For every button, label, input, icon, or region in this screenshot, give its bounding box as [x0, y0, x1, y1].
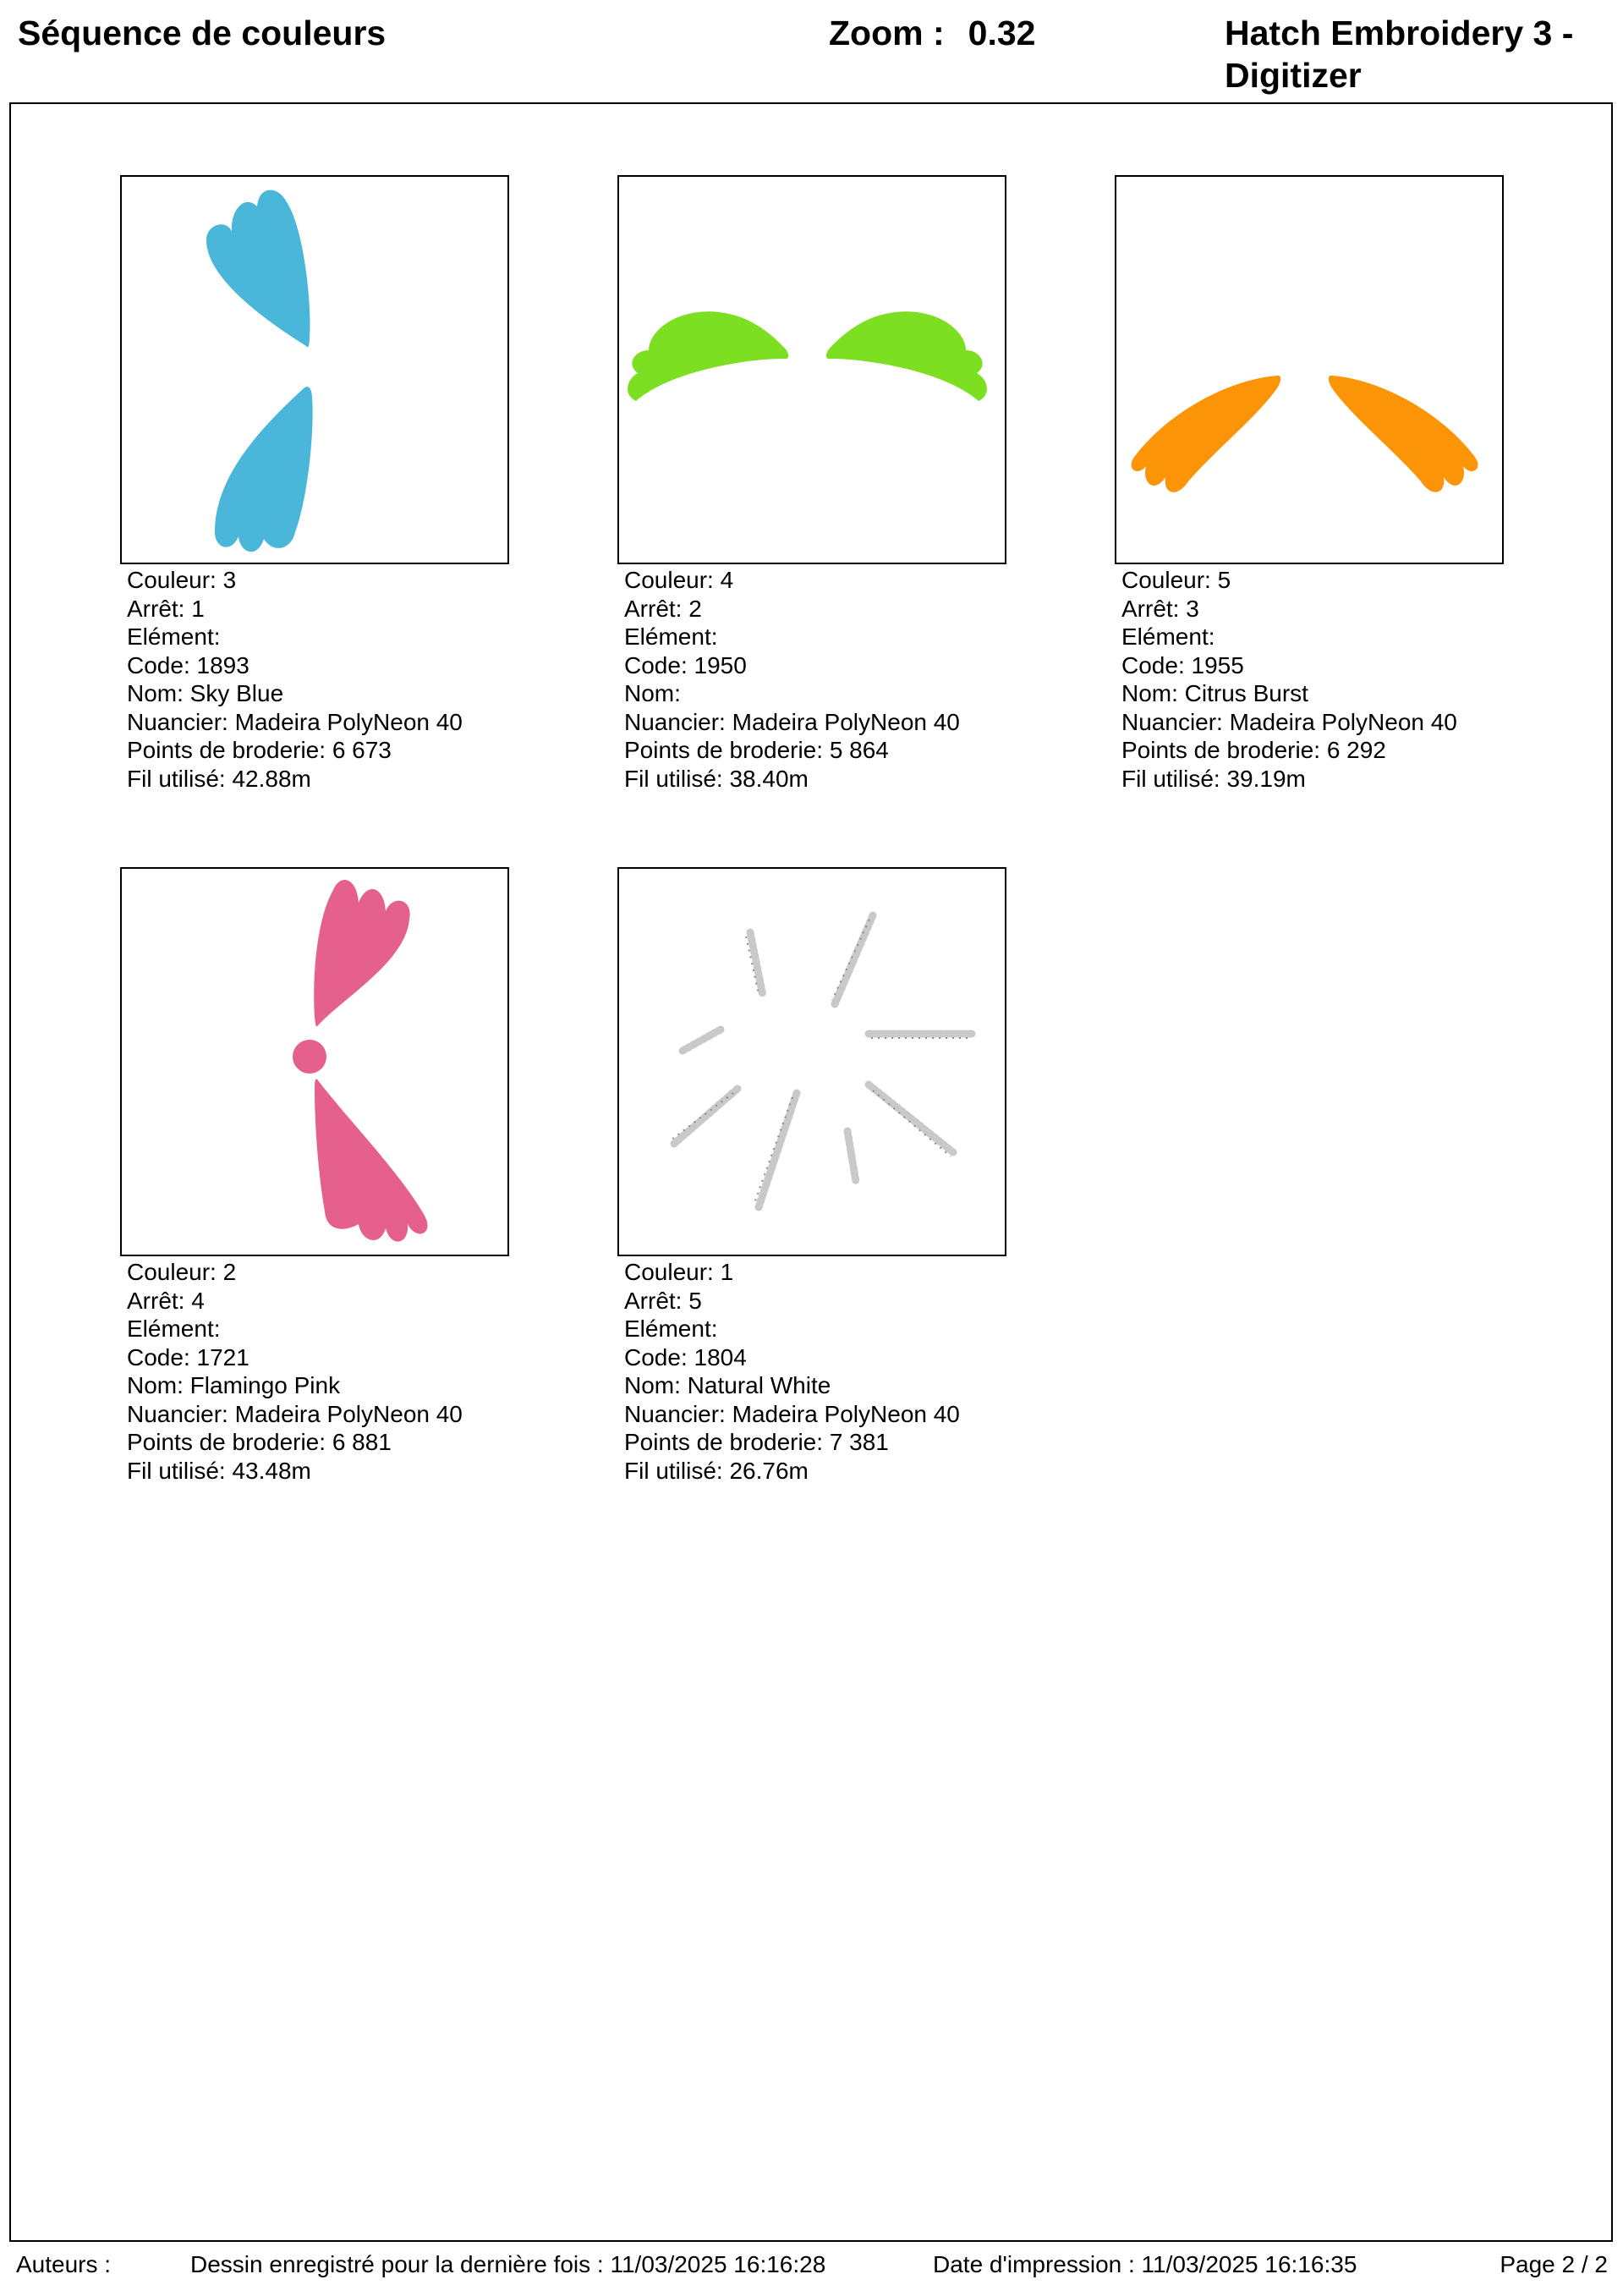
stop-number: Arrêt: 5	[624, 1287, 702, 1314]
color-info	[1121, 566, 1457, 793]
element-label: Elément:	[127, 623, 221, 650]
vertical-wings-icon	[122, 177, 507, 563]
thread-chart: Nuancier: Madeira PolyNeon 40	[624, 1400, 960, 1427]
element-label: Elément:	[624, 623, 718, 650]
thread-chart: Nuancier: Madeira PolyNeon 40	[624, 708, 960, 735]
thread-code: Code: 1721	[127, 1343, 249, 1370]
stop-number: Arrêt: 1	[127, 595, 205, 622]
zoom-label: Zoom :	[829, 14, 945, 52]
thread-code: Code: 1955	[1121, 651, 1244, 678]
element-label: Elément:	[624, 1316, 718, 1342]
thread-used: Fil utilisé: 26.76m	[624, 1457, 809, 1484]
stitch-count: Points de broderie: 5 864	[624, 737, 889, 763]
thread-used: Fil utilisé: 39.19m	[1121, 765, 1306, 792]
thread-chart: Nuancier: Madeira PolyNeon 40	[1121, 708, 1457, 735]
thread-chart: Nuancier: Madeira PolyNeon 40	[127, 708, 463, 735]
thread-code: Code: 1950	[624, 651, 747, 678]
thread-name: Nom: Flamingo Pink	[127, 1372, 341, 1398]
thread-name: Nom: Citrus Burst	[1121, 680, 1308, 706]
zoom-indicator	[829, 12, 1035, 54]
footer-last-saved: Dessin enregistré pour la dernière fois : 11/03/2025 16:16:28	[190, 2251, 826, 2277]
color-number: Couleur: 1	[624, 1259, 734, 1285]
thumbnail	[617, 867, 1006, 1256]
stop-number: Arrêt: 3	[1121, 595, 1199, 622]
stitch-count: Points de broderie: 6 292	[1121, 737, 1386, 763]
footer-print-date: Date d'impression : 11/03/2025 16:16:35	[933, 2251, 1357, 2277]
thread-code: Code: 1893	[127, 651, 249, 678]
footer-authors: Auteurs :	[16, 2251, 112, 2277]
footer-page-number: Page 2 / 2	[1500, 2251, 1608, 2277]
color-info	[624, 566, 960, 793]
thread-name: Nom: Natural White	[624, 1372, 831, 1398]
drooping-wings-icon	[1116, 177, 1502, 563]
page-title: Séquence de couleurs	[18, 14, 387, 52]
thread-used: Fil utilisé: 43.48m	[127, 1457, 311, 1484]
radial-text-icon	[619, 869, 1005, 1255]
color-number: Couleur: 5	[1121, 567, 1231, 593]
body-wings-icon	[122, 869, 507, 1255]
zoom-value: 0.32	[968, 14, 1036, 52]
color-info	[127, 1258, 463, 1485]
thread-name: Nom: Sky Blue	[127, 680, 284, 706]
product-name: Hatch Embroidery 3 - Digitizer	[1225, 14, 1574, 95]
thread-chart: Nuancier: Madeira PolyNeon 40	[127, 1400, 463, 1427]
thread-code: Code: 1804	[624, 1343, 747, 1370]
color-number: Couleur: 3	[127, 567, 237, 593]
color-number: Couleur: 4	[624, 567, 734, 593]
thread-used: Fil utilisé: 38.40m	[624, 765, 809, 792]
thread-name: Nom:	[624, 680, 681, 706]
stop-number: Arrêt: 4	[127, 1287, 205, 1314]
stitch-count: Points de broderie: 6 881	[127, 1429, 392, 1455]
horizontal-wings-icon	[619, 177, 1005, 563]
thumbnail	[120, 175, 509, 564]
thread-used: Fil utilisé: 42.88m	[127, 765, 311, 792]
color-info	[624, 1258, 960, 1485]
thumbnail	[120, 867, 509, 1256]
thumbnail	[1115, 175, 1504, 564]
thumbnail	[617, 175, 1006, 564]
color-number: Couleur: 2	[127, 1259, 237, 1285]
color-info	[127, 566, 463, 793]
stitch-count: Points de broderie: 6 673	[127, 737, 392, 763]
stop-number: Arrêt: 2	[624, 595, 702, 622]
element-label: Elément:	[1121, 623, 1215, 650]
stitch-count: Points de broderie: 7 381	[624, 1429, 889, 1455]
element-label: Elément:	[127, 1316, 221, 1342]
